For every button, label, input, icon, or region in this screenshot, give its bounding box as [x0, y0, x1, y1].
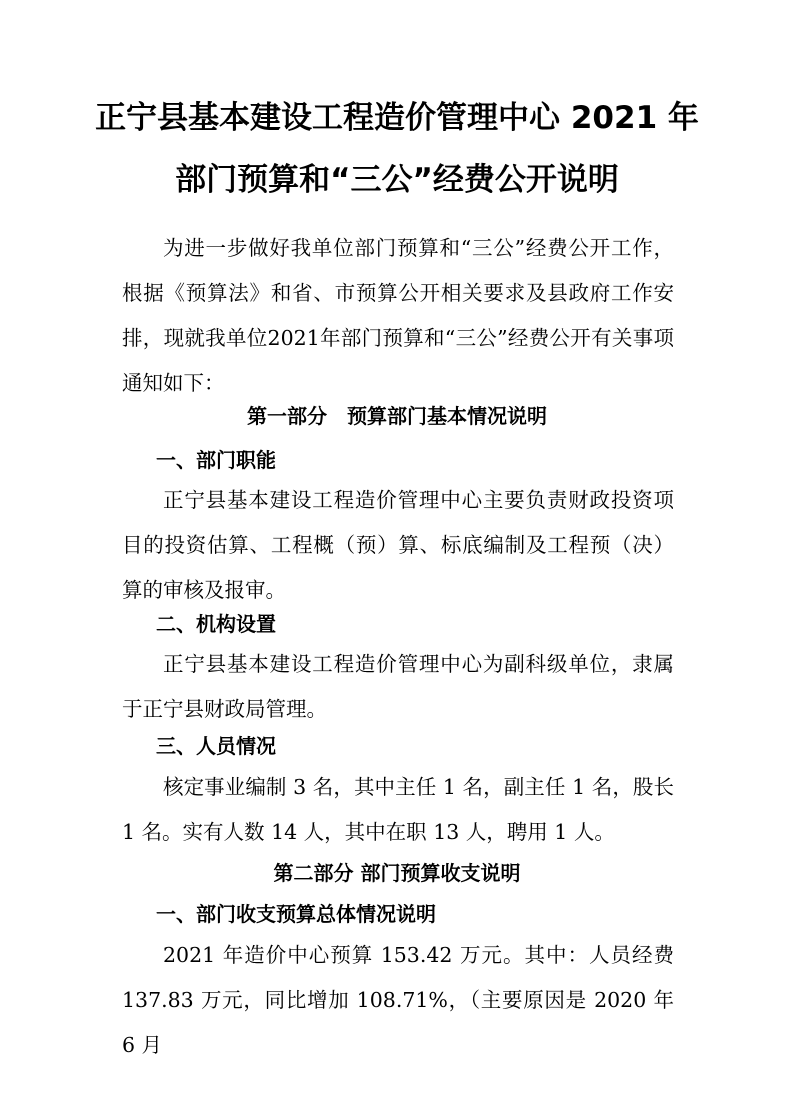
document-title-line-2: 部门预算和“三公”经费公开说明 [175, 162, 619, 198]
functions-paragraph: 正宁县基本建设工程造价管理中心主要负责财政投资项目的投资估算、工程概（预）算、标底编制及工程预（决）算的审核及报审。 [122, 488, 674, 602]
section-heading-personnel: 三、人员情况 [156, 734, 276, 758]
budget-overview-paragraph: 2021 年造价中心预算 153.42 万元。其中：人员经费 137.83 万元，同比增加 108.71%，（主要原因是 2020 年 6 月 [122, 943, 674, 1057]
intro-paragraph: 为进一步做好我单位部门预算和“三公”经费公开工作，根据《预算法》和省、市预算公开相关要求及县政府工作安排，现就我单位2021年部门预算和“三公”经费公开有关事项通知如下： [122, 236, 674, 395]
section-heading-functions: 一、部门职能 [156, 448, 276, 472]
organization-paragraph: 正宁县基本建设工程造价管理中心为副科级单位，隶属于正宁县财政局管理。 [122, 652, 674, 721]
section-heading-budget-overview: 一、部门收支预算总体情况说明 [156, 902, 436, 926]
section-heading-organization: 二、机构设置 [156, 612, 276, 636]
personnel-paragraph: 核定事业编制 3 名，其中主任 1 名，副主任 1 名，股长 1 名。实有人数 14 人，其中在职 13 人，聘用 1 人。 [122, 775, 674, 844]
part-1-heading: 第一部分 预算部门基本情况说明 [247, 404, 547, 428]
part-2-heading: 第二部分 部门预算收支说明 [273, 861, 521, 885]
document-title-line-1: 正宁县基本建设工程造价管理中心 2021 年 [95, 100, 699, 136]
